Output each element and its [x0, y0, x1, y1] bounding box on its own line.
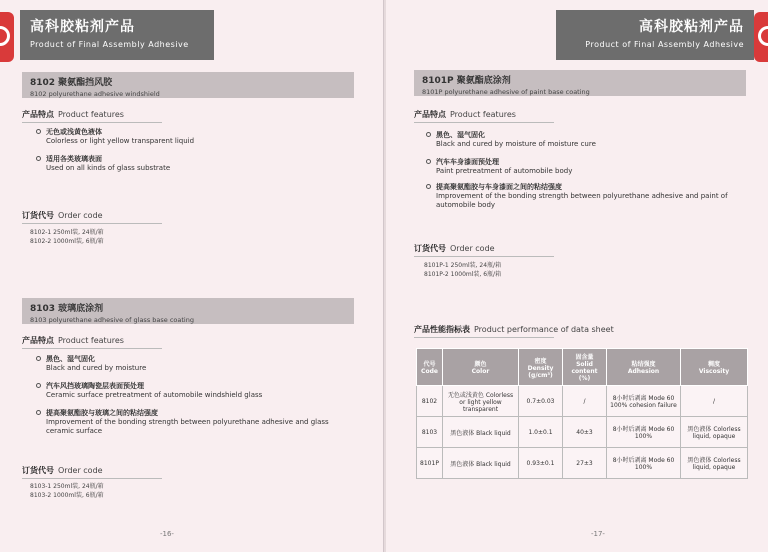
feature-bullet: 黑色、湿气固化 Black and cured by moisture [46, 355, 346, 373]
right-section-header [414, 70, 746, 96]
table-cell: / [563, 386, 607, 417]
header-adhesion: 粘结强度 Adhesion [607, 349, 681, 386]
features-heading: 产品特点 Product features [414, 109, 554, 123]
table-row [417, 417, 748, 448]
order-code-heading: 订货代号 Order code [22, 210, 162, 224]
feature-bullet: 汽车车身漆面预处理 Paint pretreatment of automobile body [436, 158, 736, 176]
table-cell: 黑色液体 Black liquid [443, 417, 519, 448]
table-cell: 黑色液体 Colorless liquid, opaque [681, 448, 748, 479]
bullet-circle-icon [36, 410, 41, 415]
left-banner [20, 10, 214, 60]
bullet-circle-icon [36, 129, 41, 134]
bullet-circle-icon [36, 156, 41, 161]
section-subtitle: 8101P polyurethane adhesive of paint base coating [422, 88, 590, 96]
order-code-heading: 订货代号 Order code [414, 243, 554, 257]
left-banner-subtitle: Product of Final Assembly Adhesive [30, 40, 189, 49]
feature-bullet: 汽车风挡玻璃陶瓷层表面预处理 Ceramic surface pretreatment of automobile windshield glass [46, 382, 346, 400]
page-number: -17- [591, 530, 605, 538]
table-cell: 8103 [417, 417, 443, 448]
table-cell: 1.0±0.1 [519, 417, 563, 448]
order-code-line: 8103-1 250ml装, 24瓶/箱 [30, 483, 104, 490]
section-subtitle: 8103 polyurethane adhesive of glass base coating [30, 316, 194, 324]
section-code: 8101P 聚氨酯底涂剂 [422, 76, 511, 86]
feature-bullet: 提高聚氨酯胶与玻璃之间的粘结强度 Improvement of the bonding strength between polyurethane adhesive and glass ceramic surface [46, 409, 346, 436]
bullet-circle-icon [36, 383, 41, 388]
order-code-line: 8101P-2 1000ml装, 6瓶/箱 [424, 271, 502, 278]
table-cell: 黑色液体 Black liquid [443, 448, 519, 479]
table-row [417, 448, 748, 479]
section-code: 8102 聚氨酯挡风胶 [30, 78, 113, 88]
order-code-line: 8103-2 1000ml装, 6瓶/箱 [30, 492, 104, 499]
table-cell: 8小时后剥离 Mode 60 100% [607, 417, 681, 448]
right-banner [556, 10, 754, 60]
table-cell: 无色或浅黄色 Colorless or light yellow transparent [443, 386, 519, 417]
feature-bullet: 黑色、湿气固化 Black and cured by moisture of moisture cure [436, 131, 736, 149]
table-cell: 0.7±0.03 [519, 386, 563, 417]
header-code: 代号 Code [417, 349, 443, 386]
bullet-circle-icon [426, 159, 431, 164]
left-banner-title: 高科胶粘剂产品 [30, 19, 135, 35]
right-banner-title: 高科胶粘剂产品 [639, 19, 744, 35]
performance-heading: 产品性能指标表 Product performance of data sheet [414, 324, 614, 338]
table-cell: 40±3 [563, 417, 607, 448]
brand-tab-right [754, 12, 768, 62]
table-cell: 0.93±0.1 [519, 448, 563, 479]
table-cell: 8101P [417, 448, 443, 479]
table-cell: 8102 [417, 386, 443, 417]
table-cell: 8小时后剥离 Mode 60 100% [607, 448, 681, 479]
order-code-line: 8102-2 1000ml装, 6瓶/箱 [30, 238, 104, 245]
table-cell: / [681, 386, 748, 417]
feature-bullet: 无色或浅黄色液体 Colorless or light yellow transparent liquid [46, 128, 346, 146]
feature-bullet: 提高聚氨酯胶与车身漆面之间的粘结强度 Improvement of the bonding strength between polyurethane adhesive and paint of automobile body [436, 183, 736, 210]
features-heading: 产品特点 Product features [22, 109, 162, 123]
left-section2-header [22, 298, 354, 324]
table-cell: 27±3 [563, 448, 607, 479]
header-viscosity: 稠度 Viscosity [681, 349, 748, 386]
performance-table [416, 348, 748, 479]
header-solid-content: 固含量 Solid content (%) [563, 349, 607, 386]
brand-logo-icon [758, 26, 768, 46]
features-heading: 产品特点 Product features [22, 335, 162, 349]
feature-bullet: 适用各类玻璃表面 Used on all kinds of glass substrate [46, 155, 346, 173]
table-header-row [417, 349, 748, 386]
section-subtitle: 8102 polyurethane adhesive windshield [30, 90, 160, 98]
bullet-circle-icon [36, 356, 41, 361]
page-number: -16- [160, 530, 174, 538]
table-row [417, 386, 748, 417]
order-code-heading: 订货代号 Order code [22, 465, 162, 479]
header-color: 颜色 Color [443, 349, 519, 386]
right-page [386, 0, 768, 552]
section-code: 8103 玻璃底涂剂 [30, 304, 104, 314]
right-banner-subtitle: Product of Final Assembly Adhesive [585, 40, 744, 49]
order-code-line: 8102-1 250ml装, 24瓶/箱 [30, 229, 104, 236]
brand-tab-left [0, 12, 14, 62]
table-cell: 黑色液体 Colorless liquid, opaque [681, 417, 748, 448]
left-section1-header [22, 72, 354, 98]
bullet-circle-icon [426, 184, 431, 189]
order-code-line: 8101P-1 250ml装, 24瓶/箱 [424, 262, 502, 269]
header-density: 密度 Density (g/cm³) [519, 349, 563, 386]
brand-logo-icon [0, 26, 10, 46]
table-cell: 8小时后剥离 Mode 60 100% cohesion failure [607, 386, 681, 417]
bullet-circle-icon [426, 132, 431, 137]
